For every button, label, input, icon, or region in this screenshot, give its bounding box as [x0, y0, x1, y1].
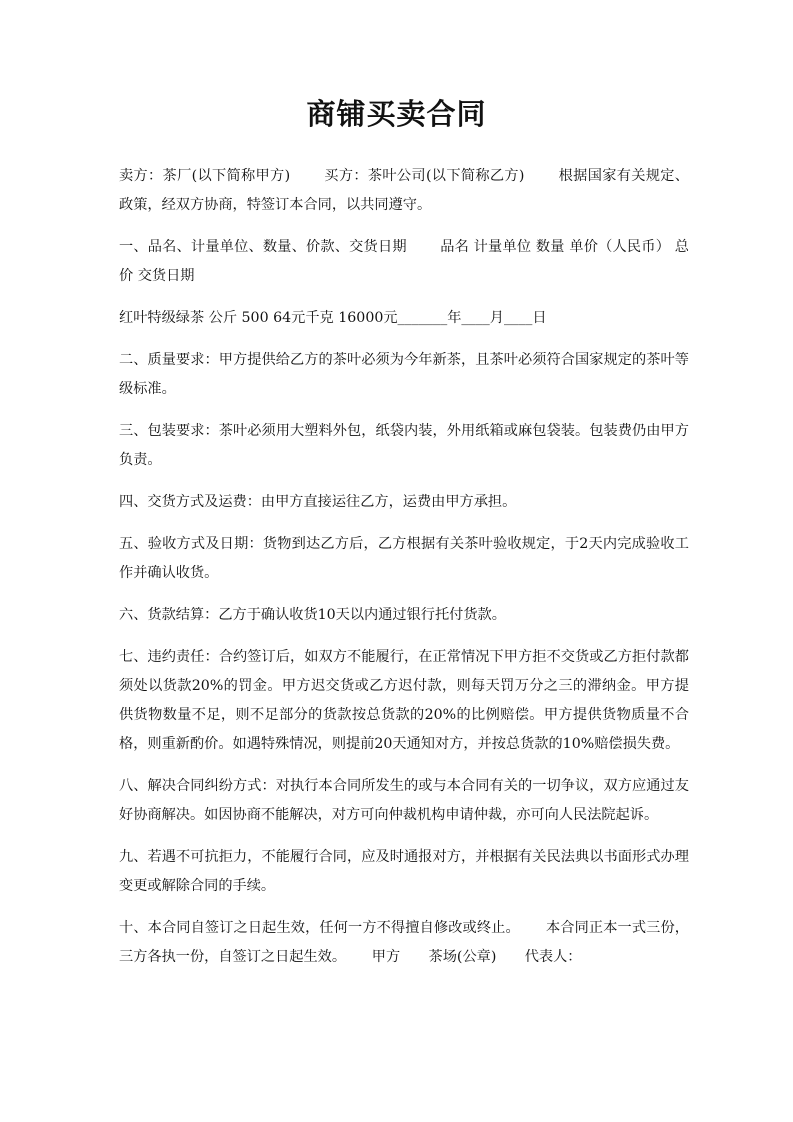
paragraph-clause-5: 五、验收方式及日期：货物到达乙方后，乙方根据有关茶叶验收规定，于2天内完成验收工作并确认收货。 — [119, 536, 689, 581]
paragraph-clause-9: 九、若遇不可抗拒力，不能履行合同，应及时通报对方，并根据有关民法典以书面形式办理变更或解除合同的手续。 — [119, 849, 689, 894]
paragraph-clause-6: 六、货款结算：乙方于确认收货10天以内通过银行托付货款。 — [119, 607, 506, 623]
paragraph-clause-4: 四、交货方式及运费：由甲方直接运往乙方，运费由甲方承担。 — [119, 494, 517, 510]
paragraph-clause-1: 一、品名、计量单位、数量、价款、交货日期 品名 计量单位 数量 单价（人民币） 总价 交货日期 — [119, 239, 689, 284]
paragraph-clause-10: 十、本合同自签订之日起生效，任何一方不得擅自修改或终止。 本合同正本一式三份，三方各执一份，自签订之日起生效。 甲方 茶场(公章) 代表人： — [119, 920, 689, 965]
paragraph-clause-2: 二、质量要求：甲方提供给乙方的茶叶必须为今年新茶，且茶叶必须符合国家规定的茶叶等级标准。 — [119, 352, 689, 397]
document-title: 商铺买卖合同 — [306, 97, 487, 131]
paragraph-clause-7: 七、违约责任：合约签订后，如双方不能履行，在正常情况下甲方拒不交货或乙方拒付款都须处以货款20%的罚金。甲方迟交货或乙方迟付款，则每天罚万分之三的滞纳金。甲方提供货物数量不足，则不足部分的货款按总货款的20%的比例赔偿。甲方提供货物质量不合格，则重新酌价。如遇特殊情况，则提前20天通知对方，并按总货款的10%赔偿损失费。 — [119, 649, 689, 752]
paragraph-parties: 卖方：茶厂(以下简称甲方) 买方：茶叶公司(以下简称乙方) 根据国家有关规定、政策，经双方协商，特签订本合同，以共同遵守。 — [119, 168, 689, 213]
paragraph-clause-8: 八、解决合同纠纷方式：对执行本合同所发生的或与本合同有关的一切争议，双方应通过友好协商解决。如因协商不能解决，对方可向仲裁机构申请仲裁，亦可向人民法院起诉。 — [119, 778, 689, 823]
document-body — [119, 162, 689, 985]
paragraph-clause-3: 三、包装要求：茶叶必须用大塑料外包，纸袋内装，外用纸箱或麻包袋装。包装费仍由甲方负责。 — [119, 423, 689, 468]
paragraph-product-line: 红叶特级绿茶 公斤 500 64元千克 16000元_______年____月____日 — [119, 310, 547, 326]
